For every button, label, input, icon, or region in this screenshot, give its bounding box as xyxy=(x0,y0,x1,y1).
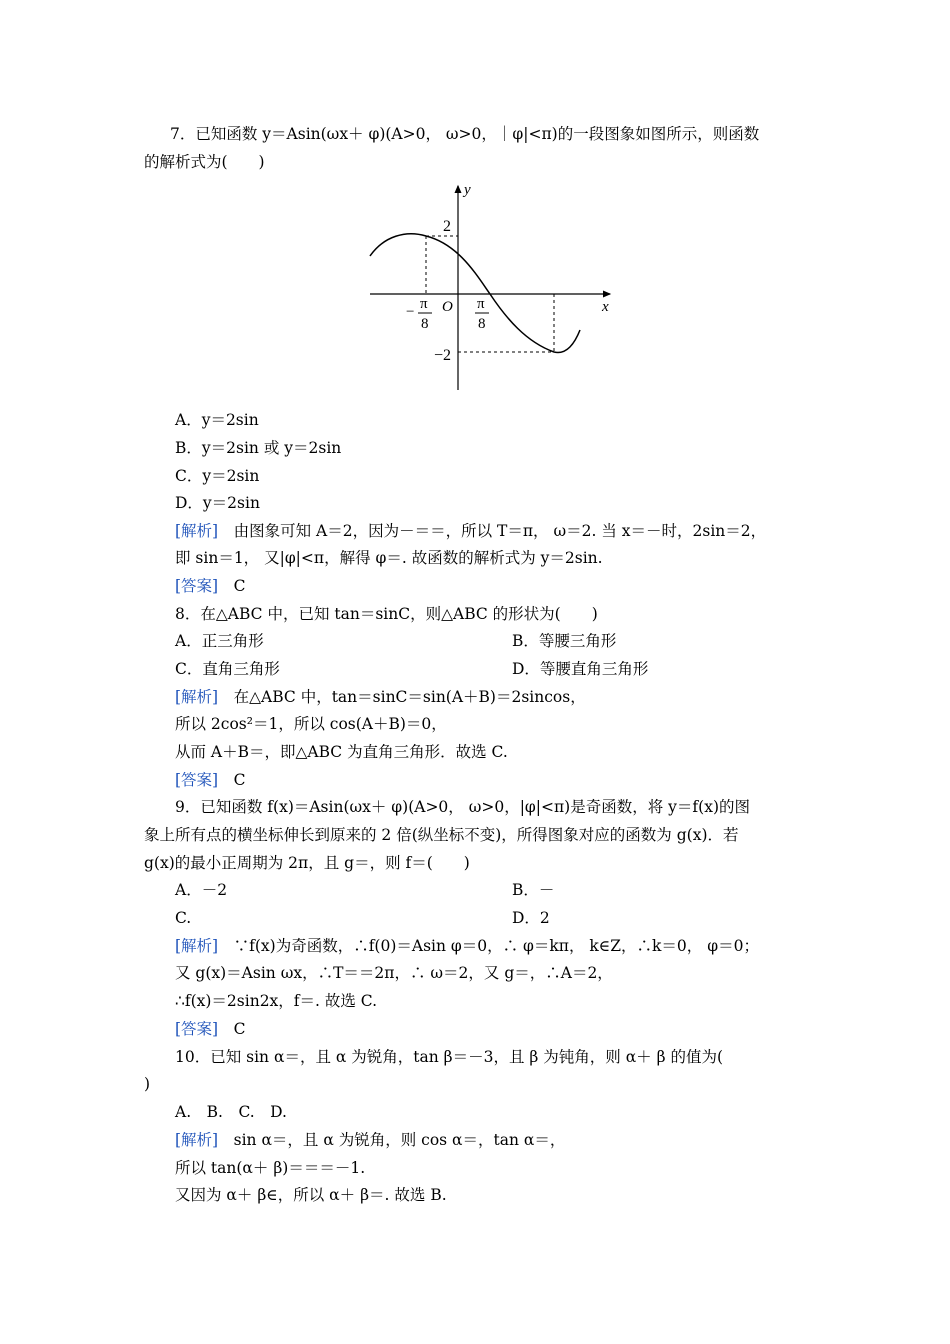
q8-analysis-line3: 从而 A＋B＝，即△ABC 为直角三角形．故选 C. xyxy=(175,743,508,761)
q9-answer-tag: [答案] xyxy=(175,1020,219,1038)
q9-option-a: A．－2 xyxy=(175,881,228,899)
q7-option-a: A．y＝2sin xyxy=(175,411,259,429)
q10-stem-line2: ) xyxy=(144,1075,151,1093)
q10-analysis-tag: [解析] xyxy=(175,1131,219,1149)
q8-analysis-line1 xyxy=(175,687,586,707)
q7-option-c: C．y＝2sin xyxy=(175,467,260,485)
q8-analysis-tag: [解析] xyxy=(175,688,219,706)
y-axis-label: y xyxy=(464,182,471,198)
q7-answer-value: C xyxy=(233,577,246,595)
q7-analysis-line2: 即 sin＝1， 又|φ|<π，解得 φ＝. 故函数的解析式为 y＝2sin. xyxy=(175,549,603,567)
q9-option-c: C. xyxy=(175,909,192,927)
neg-pi-over-8-denominator: 8 xyxy=(421,316,429,332)
q9-analysis-line1 xyxy=(175,936,759,956)
pi-over-8-denominator: 8 xyxy=(478,316,486,332)
q8-option-a: A．正三角形 xyxy=(175,632,264,650)
q7-analysis-tag: [解析] xyxy=(175,522,219,540)
origin-label: O xyxy=(442,299,453,315)
q7-answer xyxy=(175,576,246,596)
q8-option-b: B．等腰三角形 xyxy=(512,632,617,650)
q10-analysis-text1: sin α＝，且 α 为锐角，则 cos α＝，tan α＝， xyxy=(233,1131,566,1149)
q9-analysis-text1: ∵f(x)为奇函数，∴f(0)＝Asin φ＝0，∴ φ＝kπ， k∈Z，∴k＝0， φ＝0； xyxy=(233,937,759,955)
q9-analysis-tag: [解析] xyxy=(175,937,219,955)
q9-analysis-line3: ∴f(x)＝2sin2x，f＝. 故选 C. xyxy=(175,992,378,1010)
q8-answer xyxy=(175,770,246,790)
neg-pi-over-8-numerator: π xyxy=(420,296,428,312)
x-axis-label: x xyxy=(602,299,609,315)
q7-stem-line2: 的解析式为( ) xyxy=(144,153,265,171)
q9-option-d: D．2 xyxy=(512,909,550,927)
q8-analysis-text1: 在△ABC 中，tan＝sinC＝sin(A＋B)＝2sincos， xyxy=(233,688,586,706)
q7-function-graph xyxy=(366,180,616,395)
q9-option-b: B．－ xyxy=(512,881,555,899)
pi-over-8-numerator: π xyxy=(477,296,485,312)
q9-analysis-line2: 又 g(x)＝Asin ωx，∴T＝＝2π，∴ ω＝2，又 g＝，∴A＝2， xyxy=(175,964,613,982)
q9-answer-value: C xyxy=(233,1020,246,1038)
sine-curve xyxy=(370,234,580,353)
q8-option-c: C．直角三角形 xyxy=(175,660,280,678)
q10-analysis-line3: 又因为 α＋ β∈，所以 α＋ β＝. 故选 B. xyxy=(175,1186,447,1204)
q8-analysis-line2: 所以 2cos²＝1，所以 cos(A＋B)＝0， xyxy=(175,715,447,733)
q9-stem-line1: 9．已知函数 f(x)＝Asin(ωx＋ φ)(A>0， ω>0，|φ|<π)是奇函数，将 y＝f(x)的图 xyxy=(175,798,750,816)
q7-option-b: B．y＝2sin 或 y＝2sin xyxy=(175,439,342,457)
q10-analysis-line2: 所以 tan(α＋ β)＝＝＝－1. xyxy=(175,1159,366,1177)
q7-analysis-text1: 由图象可知 A＝2，因为－＝＝，所以 T＝π， ω＝2. 当 x＝－时，2sin＝2， xyxy=(233,522,767,540)
q7-stem-line1: 7．已知函数 y＝Asin(ωx＋ φ)(A>0， ω>0，｜φ|<π)的一段图象如图所示，则函数 xyxy=(170,125,760,143)
q7-analysis-line1 xyxy=(175,521,766,541)
q8-option-d: D．等腰直角三角形 xyxy=(512,660,649,678)
q7-answer-tag: [答案] xyxy=(175,577,219,595)
min-value-label: −2 xyxy=(434,347,452,364)
q8-stem: 8．在△ABC 中，已知 tan＝sinC，则△ABC 的形状为( ) xyxy=(175,605,598,623)
q9-stem-line2: 象上所有点的横坐标伸长到原来的 2 倍(纵坐标不变)，所得图象对应的函数为 g(x)．若 xyxy=(144,826,739,844)
q7-option-d: D．y＝2sin xyxy=(175,494,260,512)
q10-analysis-line1 xyxy=(175,1130,565,1150)
q10-stem-line1: 10．已知 sin α＝，且 α 为锐角，tan β＝－3，且 β 为钝角，则 α＋ β 的值为( xyxy=(175,1048,724,1066)
q8-answer-value: C xyxy=(233,771,246,789)
max-value-label: 2 xyxy=(443,218,451,235)
q9-answer xyxy=(175,1019,246,1039)
q10-options: A. B. C. D. xyxy=(175,1103,287,1121)
q9-stem-line3: g(x)的最小正周期为 2π，且 g＝，则 f＝( ) xyxy=(144,854,470,872)
neg-pi-over-8-sign: − xyxy=(406,304,415,320)
q8-answer-tag: [答案] xyxy=(175,771,219,789)
